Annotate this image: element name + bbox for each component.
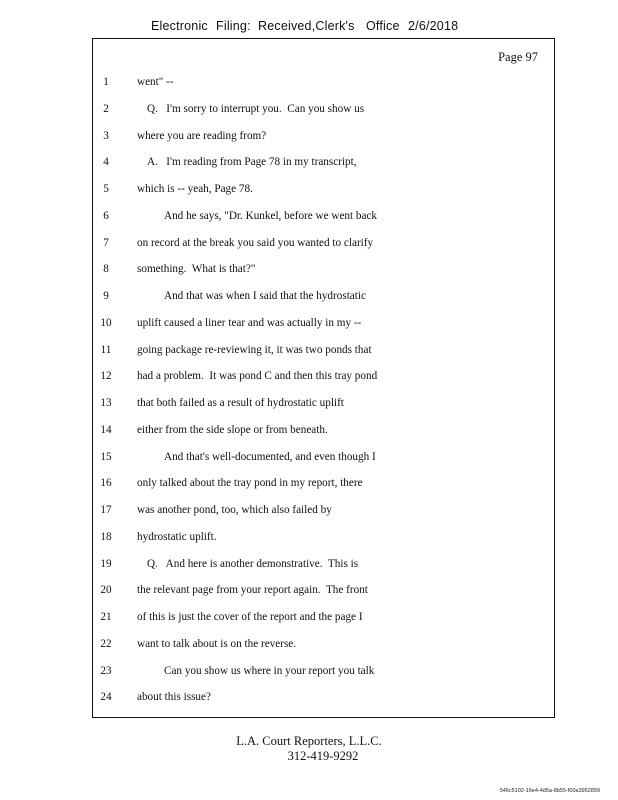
line-text: And that was when I said that the hydrostatic [164, 290, 366, 302]
line-text: And that's well-documented, and even though I [164, 450, 376, 463]
transcript-line [0, 473, 618, 493]
line-number: 21 [100, 611, 112, 623]
header-date: 2/6/2018 [408, 19, 459, 33]
line-text: uplift caused a liner tear and was actually in my -- [137, 316, 362, 329]
transcript-line [0, 126, 618, 146]
line-number: 7 [103, 236, 109, 249]
transcript-line [0, 286, 618, 306]
line-number: 14 [100, 423, 112, 436]
line-number: 15 [100, 450, 112, 463]
transcript-line [0, 554, 618, 574]
line-number: 9 [103, 290, 109, 302]
transcript-line [0, 259, 618, 279]
line-text: about this issue? [137, 691, 211, 704]
header-word-office: Office [366, 19, 400, 33]
line-text: either from the side slope or from beneath. [137, 423, 328, 436]
line-text: was another pond, too, which also failed by [137, 504, 332, 516]
line-text: which is -- yeah, Page 78. [137, 183, 253, 195]
line-text: want to talk about is on the reverse. [137, 637, 297, 650]
filing-header [0, 19, 618, 39]
line-text: Q. I'm sorry to interrupt you. Can you show us [147, 102, 365, 115]
line-number: 12 [100, 370, 112, 383]
footer-phone: 312-419-9292 [287, 749, 359, 763]
transcript-line [0, 527, 618, 547]
transcript-line [0, 420, 618, 440]
line-text: went" -- [137, 76, 174, 88]
line-number: 2 [103, 102, 109, 115]
transcript-line [0, 687, 618, 707]
line-number: 23 [100, 664, 112, 677]
line-number: 8 [103, 263, 109, 276]
transcript-line [0, 152, 618, 172]
line-number: 22 [100, 637, 112, 650]
page-number: Page 97 [498, 50, 538, 64]
line-text: going package re-reviewing it, it was two ponds that [137, 343, 372, 356]
line-text: the relevant page from your report again. The front [137, 584, 368, 597]
transcript-line [0, 580, 618, 600]
line-text: had a problem. It was pond C and then this tray pond [137, 370, 378, 383]
line-number: 5 [103, 183, 109, 195]
transcript-line [0, 447, 618, 467]
line-number: 4 [103, 156, 109, 169]
line-text: Can you show us where in your report you talk [164, 664, 375, 677]
line-number: 13 [100, 397, 112, 409]
footer-company: L.A. Court Reporters, L.L.C. [236, 734, 382, 748]
line-number: 10 [100, 316, 112, 329]
line-number: 6 [103, 209, 109, 222]
document-hash: 546c5102-16e4-4d5a-8b55-f00a3952899 [499, 788, 600, 794]
line-number: 3 [103, 129, 109, 142]
transcript-line [0, 500, 618, 520]
header-word-electronic: Electronic [151, 19, 208, 33]
header-word-filing: Filing: [216, 19, 251, 33]
transcript-line [0, 99, 618, 119]
line-text: A. I'm reading from Page 78 in my transcript, [147, 156, 357, 169]
transcript-line [0, 340, 618, 360]
transcript-line [0, 607, 618, 627]
line-text: hydrostatic uplift. [137, 530, 217, 543]
line-text: on record at the break you said you wanted to clarify [137, 236, 374, 249]
transcript-line [0, 661, 618, 681]
line-number: 19 [100, 557, 112, 570]
transcript-line [0, 179, 618, 199]
transcript-line [0, 393, 618, 413]
transcript-line [0, 206, 618, 226]
line-number: 16 [100, 477, 112, 490]
line-number: 11 [100, 343, 112, 356]
transcript-line [0, 233, 618, 253]
line-text: only talked about the tray pond in my report, there [137, 477, 363, 490]
line-number: 20 [100, 584, 112, 597]
transcript-line [0, 72, 618, 92]
line-number: 17 [100, 504, 112, 516]
transcript-line [0, 313, 618, 333]
line-number: 18 [100, 530, 112, 543]
line-text: And he says, "Dr. Kunkel, before we went back [164, 209, 378, 222]
line-text: that both failed as a result of hydrostatic uplift [137, 397, 344, 409]
line-text: where you are reading from? [137, 129, 267, 142]
line-number: 24 [100, 691, 112, 704]
transcript-line [0, 634, 618, 654]
line-text: something. What is that?" [137, 263, 256, 276]
line-number: 1 [103, 76, 109, 88]
line-text: of this is just the cover of the report and the page I [137, 611, 363, 623]
header-word-received: Received,Clerk's [258, 19, 355, 33]
line-text: Q. And here is another demonstrative. This is [147, 557, 359, 570]
transcript-line [0, 366, 618, 386]
